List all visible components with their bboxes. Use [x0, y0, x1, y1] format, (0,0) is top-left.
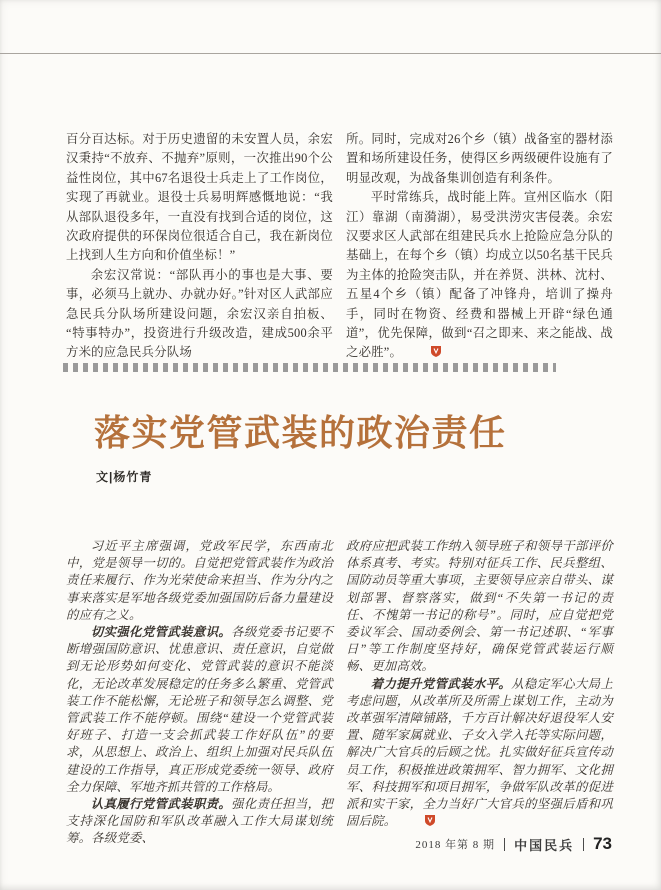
paragraph-lead: 切实强化党管武装意识。 [90, 625, 232, 640]
paragraph: 所。同时，完成对26个乡（镇）战备室的器材添置和场所建设任务，使得区乡两级硬件设施有了明显改观，为战备集训创造有利条件。 [346, 132, 613, 185]
paragraph: 平时常练兵，战时能上阵。宣州区临水（阳江）靠湖（南漪湖），易受洪涝灾害侵袭。余宏汉要求区人武部在组建民兵水上抢险应急分队的基础上，在每个乡（镇）均成立以50名基干民兵为主体的抢险突击队，并在养贤、洪林、沈村、五星4个乡（镇）配备了冲锋舟，培训了操舟手，同时在物资、经费和器械上开辟“绿色通道”，优先保障，做到“召之即来、来之能战、战之必胜”。 [346, 190, 613, 360]
dashed-section-divider [63, 363, 556, 372]
byline: 文|杨竹青 [96, 470, 153, 484]
paragraph: 切实强化党管武装意识。各级党委书记要不断增强国防意识、忧患意识、责任意识，自觉做到无论形势如何变化、党管武装的意识不能淡化，无论改革发展稳定的任务多么繁重、党管武装工作不能松懈，无论班子和领导怎么调整、党管武装工作不能停顿。围绕“建设一个党管武装好班子、打造一支会抓武装工作好队伍”的要求，从思想上、政治上、组织上加强对民兵队伍建设的工作指导，真正形成党委统一领导、政府全力保障、军地齐抓共管的工作格局。 [66, 625, 333, 794]
paragraph-lead: 认真履行党管武装职责。 [90, 797, 232, 812]
paragraph: 着力提升党管武装水平。从稳定军心大局上考虑问题，从改革所及所需上谋划工作，主动为改革强军清障铺路，千方百计解决好退役军人安置、随军家属就业、子女入学入托等实际问题，解决广大官兵的后顾之忧。扎实做好征兵宣传动员工作，积极推进政策拥军、智力拥军、文化拥军、科技拥军和项目拥军，争做军队改革的促进派和实干家，全力当好广大官兵的坚强后盾和巩固后院。 [346, 676, 613, 829]
article1-left-column [66, 130, 333, 363]
paragraph: 百分百达标。对于历史遗留的未安置人员，余宏汉秉持“不放弃、不抛弃”原则，一次推出90个公益性岗位，其中67名退役士兵走上了工作岗位，实现了再就业。退役士兵易明辉感慨地说：“我从部队退役多年，一直没有找到合适的岗位，这次政府提供的环保岗位很适合自己，我在新岗位上找到人生方向和价值坐标！” [66, 132, 333, 263]
article2-left-column [66, 538, 333, 848]
article1-right-column [346, 130, 613, 363]
footer-divider-bar [504, 838, 505, 851]
footer [415, 834, 612, 854]
paragraph: 认真履行党管武装职责。强化责任担当，把支持深化国防和军队改革融入工作大局谋划统筹。各级党委、 [66, 797, 333, 846]
top-rule [0, 53, 661, 54]
article2-right-column [346, 538, 613, 830]
footer-issue: 2018 年第 8 期 [415, 839, 496, 851]
paragraph: 政府应把武装工作纳入领导班子和领导干部评价体系真考、考实。特别对征兵工作、民兵整组、国防动员等重大事项，主要领导应亲自带头、谋划部署、督察落实，做到“不失第一书记的责任、不愧第一书记的称号”。同时，应自觉把党委议军会、国动委例会、第一书记述职、“军事日”等工作制度坚持好，确保党管武装运行顺畅、更加高效。 [346, 539, 613, 674]
article-title: 落实党管武装的政治责任 [94, 413, 507, 453]
paragraph: 习近平主席强调，党政军民学，东西南北中，党是领导一切的。自觉把党管武装作为政治责任来履行、作为光荣使命来担当、作为分内之事来落实是军地各级党委加强国防后备力量建设的应有之义。 [66, 539, 333, 622]
end-of-article-icon [400, 815, 435, 826]
paragraph: 余宏汉常说：“部队再小的事也是大事、要事，必须马上就办、办就办好。”针对区人武部应急民兵分队场所建设问题，余宏汉亲自拍板、“特事特办”，投资进行升级改造，建成500余平方米的应急民兵分队场 [66, 267, 333, 360]
end-of-article-icon [406, 346, 441, 357]
footer-magazine-name: 中国民兵 [514, 837, 575, 853]
footer-page-number: 73 [593, 834, 612, 853]
paragraph-lead: 着力提升党管武装水平。 [370, 676, 512, 691]
footer-divider-bar [583, 838, 584, 851]
